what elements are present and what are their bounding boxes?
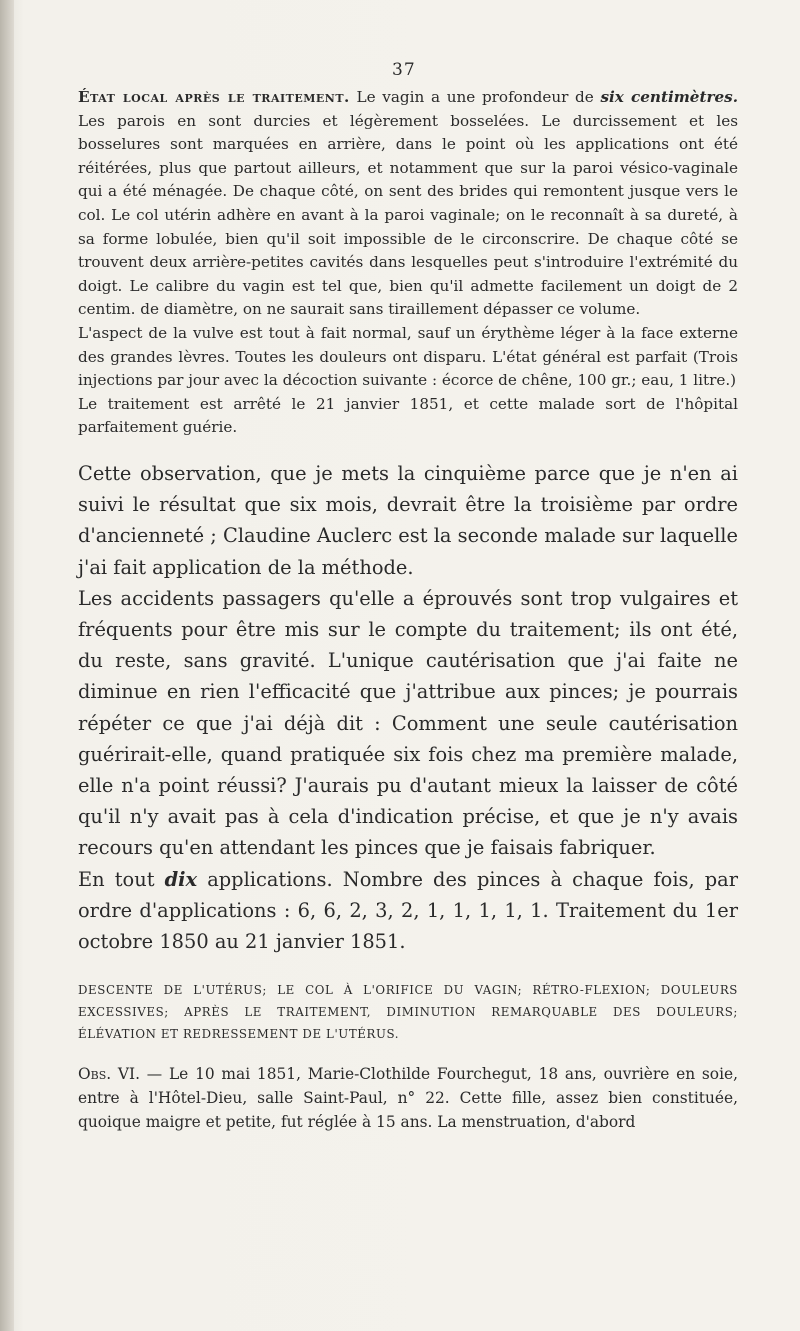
large-print-block [78,458,738,957]
paragraph-accidents: Les accidents passagers qu'elle a éprouvés sont trop vulgaires et fréquents pour être mis sur le compte du traitement; ils ont été, du reste, sans gravité. L'unique cautérisation que j'ai faite ne diminue en rien l'efficacité que j'attribue aux pinces; je pourrais répéter ce que j'ai déjà dit : Comment une seule cautérisation guérirait-elle, quand pratiquée six fois chez ma première malade, elle n'a point réussi? J'aurais pu d'autant mieux la laisser de côté qu'il n'y avait pas à cela d'indication précise, et que je n'y avais recours qu'en attendant les pinces que je faisais fabriquer. [78,586,738,860]
paragraph-text: Le vagin a une profondeur de [349,88,601,106]
paragraph-local-state [78,86,738,322]
observation-block [78,1063,738,1134]
paragraph-obs-vi [78,1063,738,1134]
page-number: 37 [392,60,416,80]
small-print-block [78,86,738,440]
page-binding-shadow [0,0,14,1331]
paragraph-lead: État local après le traitement. [78,88,350,106]
italic-phrase: six centimètres. [600,88,738,106]
observation-label: Obs. VI. [78,1065,140,1084]
italic-phrase: dix [164,867,198,891]
paragraph-observation: Cette observation, que je mets la cinquième parce que je n'en ai suivi le résultat que six mois, devrait être la troisième par ordre d'ancienneté ; Claudine Auclerc est la seconde malade sur laquelle j'ai fait application de la méthode. [78,461,738,579]
paragraph-text: applications. Nombre des pinces à chaque fois, par ordre d'applications : 6, 6, 2, 3, 2, 1, 1, 1, 1, 1. Traitement du 1er octobre 1850 au 21 janvier 1851. [78,867,739,953]
paragraph-treatment-end: Le traitement est arrêté le 21 janvier 1851, et cette malade sort de l'hôpital parfaitement guérie. [78,394,738,437]
paragraph-vulva: L'aspect de la vulve est tout à fait normal, sauf un érythème léger à la face externe des grandes lèvres. Toutes les douleurs ont disparu. L'état général est parfait (Trois injections par jour avec la décoction suivante : écorce de chêne, 100 gr.; eau, 1 litre.) [78,323,738,390]
page-content [78,86,738,1135]
paragraph-applications [78,864,738,958]
paragraph-text: Les parois en sont durcies et légèrement bosselées. Le durcissement et les bosselures sont marquées en arrière, dans le point où les applications ont été réitérées, plus que partout ailleurs, et notamment que sur la paroi vésico-vaginale qui a été ménagée. De chaque côté, on sent des brides qui remontent jusque vers le col. Le col utérin adhère en avant à la paroi vaginale; on le reconnaît à sa dureté, à sa forme lobulée, bien qu'il soit impossible de le circonscrire. De chaque côté se trouvent deux arrière-petites cavités dans lesquelles peut s'introduire l'extrémité du doigt. Le calibre du vagin est tel que, bien qu'il admette facilement un doigt de 2 centim. de diamètre, on ne saurait sans tiraillement dépasser ce volume. [78,111,738,319]
paragraph-text: — Le 10 mai 1851, Marie-Clothilde Fourchegut, 18 ans, ouvrière en soie, entre à l'Hôtel-Dieu, salle Saint-Paul, n° 22. Cette fille, assez bien constituée, quoique maigre et petite, fut réglée à 15 ans. La menstruation, d'abord [78,1065,738,1131]
paragraph-text: En tout [78,867,165,891]
section-heading: DESCENTE DE L'UTÉRUS; LE COL À L'ORIFICE DU VAGIN; RÉTRO-FLEXION; DOULEURS EXCESSIVES; APRÈS LE TRAITEMENT, DIMINUTION REMARQUABLE DES DOULEURS; ÉLÉVATION ET REDRESSEMENT DE L'UTÉRUS. [78,983,738,1042]
